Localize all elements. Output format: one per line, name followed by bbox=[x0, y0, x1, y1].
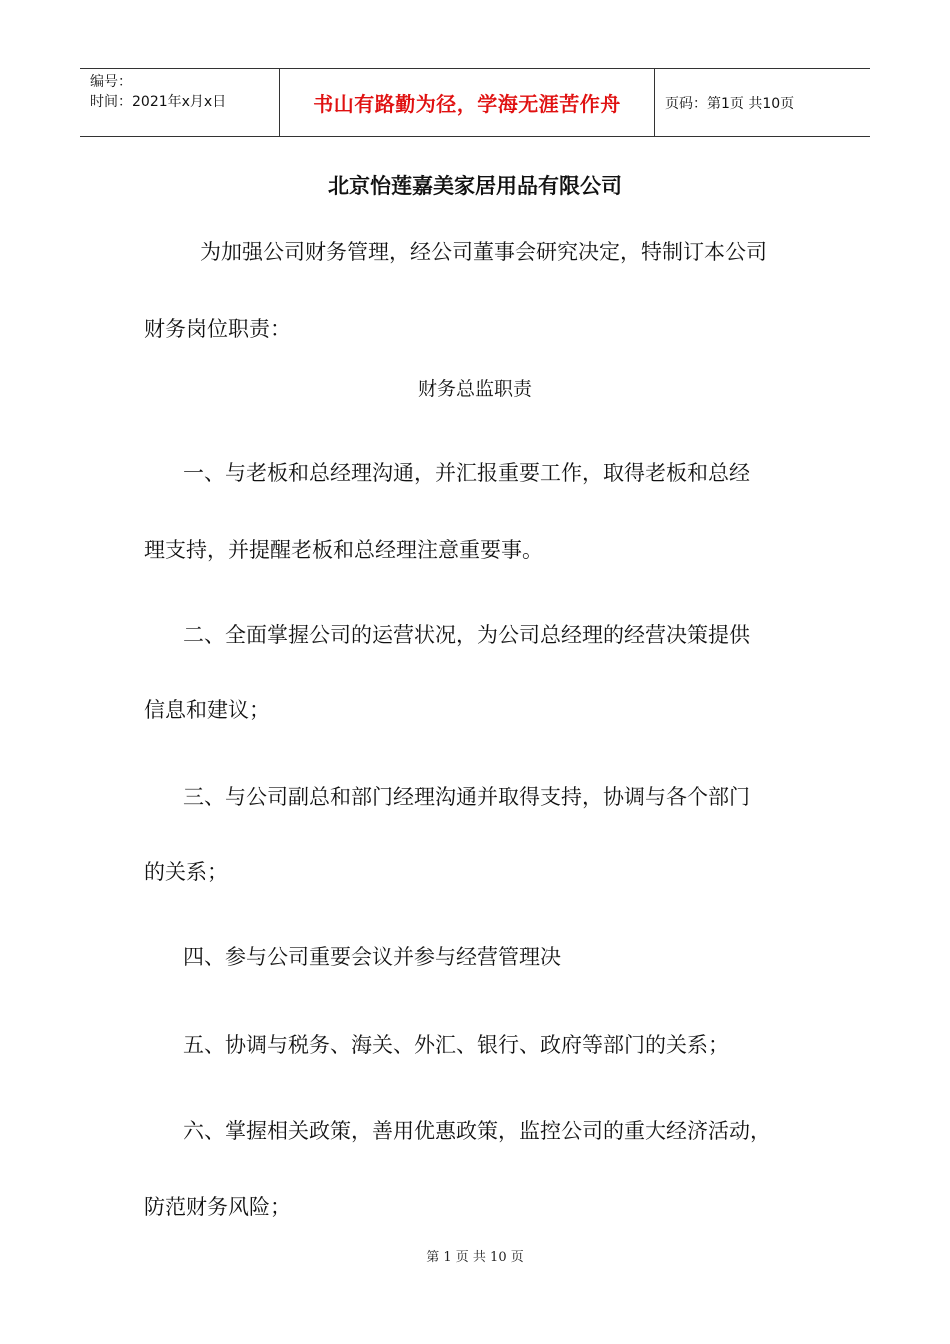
header-page-info: 页码：第1页 共10页 bbox=[665, 95, 795, 112]
item-4-line-1: 四、参与公司重要会议并参与经营管理决 bbox=[183, 945, 561, 969]
intro-line-1: 为加强公司财务管理，经公司董事会研究决定，特制订本公司 bbox=[200, 240, 767, 264]
document-header bbox=[80, 68, 870, 137]
intro-line-2: 财务岗位职责： bbox=[144, 317, 291, 341]
section-title: 财务总监职责 bbox=[417, 378, 532, 400]
time-label: 时间：2021年x月x日 bbox=[90, 94, 227, 110]
document-title: 北京怡莲嘉美家居用品有限公司 bbox=[328, 174, 622, 198]
item-3-line-2: 的关系； bbox=[144, 860, 228, 884]
header-motto: 书山有路勤为径，学海无涯苦作舟 bbox=[280, 69, 655, 136]
page-footer: 第 1 页 共 10 页 bbox=[426, 1250, 524, 1265]
item-1-line-1: 一、与老板和总经理沟通，并汇报重要工作，取得老板和总经 bbox=[183, 461, 750, 485]
item-2-line-2: 信息和建议； bbox=[144, 698, 270, 722]
item-6-line-1: 六、掌握相关政策，善用优惠政策，监控公司的重大经济活动， bbox=[183, 1119, 771, 1143]
item-2-line-1: 二、全面掌握公司的运营状况，为公司总经理的经营决策提供 bbox=[183, 623, 750, 647]
header-meta bbox=[80, 69, 280, 136]
number-label: 编号： bbox=[90, 74, 132, 90]
item-3-line-1: 三、与公司副总和部门经理沟通并取得支持，协调与各个部门 bbox=[183, 785, 750, 809]
item-5-line-1: 五、协调与税务、海关、外汇、银行、政府等部门的关系； bbox=[183, 1033, 729, 1057]
item-1-line-2: 理支持，并提醒老板和总经理注意重要事。 bbox=[144, 538, 543, 562]
item-6-line-2: 防范财务风险； bbox=[144, 1195, 291, 1219]
